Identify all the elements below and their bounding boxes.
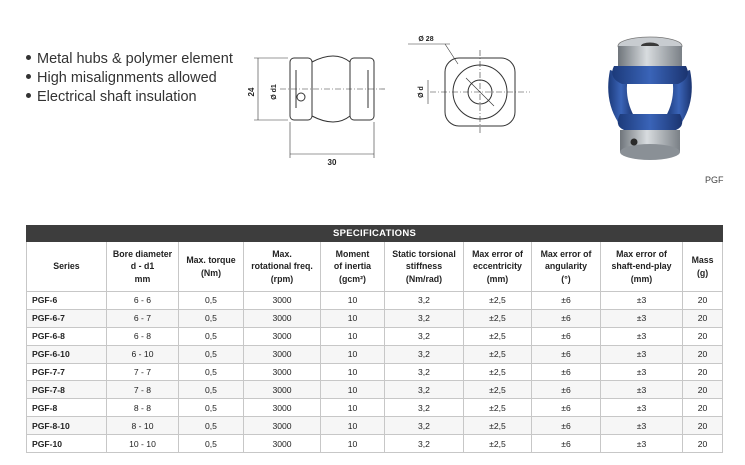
- column-header-text: (g): [696, 267, 709, 278]
- table-cell: 8 - 10: [107, 417, 179, 435]
- table-cell: ±6: [532, 292, 601, 310]
- table-cell: ±2,5: [464, 363, 532, 381]
- column-header-text: (mm): [486, 273, 509, 284]
- column-header: [385, 242, 464, 292]
- table-cell: ±2,5: [464, 292, 532, 310]
- table-cell: 8 - 8: [107, 399, 179, 417]
- table-cell: ±6: [532, 435, 601, 453]
- table-row: [27, 435, 723, 453]
- column-header-text: mm: [134, 273, 151, 284]
- specifications-table: [26, 225, 723, 453]
- table-cell: 0,5: [179, 435, 244, 453]
- dim-outer-label: Ø 28: [418, 36, 434, 43]
- table-cell: ±3: [601, 292, 683, 310]
- column-header-text: Series: [53, 261, 80, 272]
- table-cell: 0,5: [179, 292, 244, 310]
- table-row: [27, 381, 723, 399]
- table-cell: 3000: [244, 292, 321, 310]
- table-row: [27, 417, 723, 435]
- column-header-text: of inertia: [333, 261, 372, 272]
- table-cell: ±6: [532, 345, 601, 363]
- feature-text: Electrical shaft insulation: [37, 89, 197, 105]
- series-cell: PGF-6-7: [27, 309, 107, 327]
- table-cell: 3000: [244, 399, 321, 417]
- table-cell: 10: [321, 435, 385, 453]
- side-view-drawing: [254, 56, 385, 158]
- coupling-photo: [590, 30, 710, 165]
- feature-item: [24, 69, 233, 88]
- table-cell: ±2,5: [464, 399, 532, 417]
- table-cell: 0,5: [179, 381, 244, 399]
- column-header-text: (rpm): [270, 273, 294, 284]
- table-cell: 20: [683, 309, 723, 327]
- series-cell: PGF-6: [27, 292, 107, 310]
- table-cell: 20: [683, 345, 723, 363]
- table-row: [27, 399, 723, 417]
- table-cell: ±3: [601, 363, 683, 381]
- column-header-text: d - d1: [130, 261, 155, 272]
- table-cell: 0,5: [179, 417, 244, 435]
- column-header-text: Moment: [335, 248, 370, 259]
- table-cell: 20: [683, 363, 723, 381]
- series-cell: PGF-8: [27, 399, 107, 417]
- table-cell: ±2,5: [464, 381, 532, 399]
- column-header: [601, 242, 683, 292]
- front-view-drawing: [408, 44, 530, 135]
- coupling-body: [608, 37, 692, 160]
- dim-d1-label: Ø d1: [271, 84, 278, 100]
- column-header-text: Max error of: [472, 248, 523, 259]
- bullet-icon: [26, 74, 31, 79]
- table-cell: 0,5: [179, 399, 244, 417]
- column-header-text: Max.: [272, 248, 292, 259]
- table-cell: 6 - 8: [107, 327, 179, 345]
- table-cell: 3000: [244, 309, 321, 327]
- table-cell: 20: [683, 399, 723, 417]
- series-cell: PGF-6-8: [27, 327, 107, 345]
- table-cell: 0,5: [179, 327, 244, 345]
- table-cell: 20: [683, 417, 723, 435]
- table-cell: ±2,5: [464, 309, 532, 327]
- table-cell: ±3: [601, 345, 683, 363]
- table-row: [27, 292, 723, 310]
- table-cell: ±2,5: [464, 435, 532, 453]
- column-header-text: Max error of: [616, 248, 667, 259]
- feature-text: High misalignments allowed: [37, 70, 217, 86]
- table-cell: ±6: [532, 363, 601, 381]
- column-header: [464, 242, 532, 292]
- column-header-text: angularity: [544, 261, 588, 272]
- series-cell: PGF-8-10: [27, 417, 107, 435]
- table-row: [27, 345, 723, 363]
- column-header: [27, 242, 107, 292]
- series-cell: PGF-10: [27, 435, 107, 453]
- table-cell: 3,2: [385, 309, 464, 327]
- table-cell: 10: [321, 417, 385, 435]
- table-cell: 10: [321, 292, 385, 310]
- table-body: [27, 292, 723, 453]
- table-cell: 3,2: [385, 417, 464, 435]
- dim-d-label: Ø d: [418, 86, 425, 98]
- column-header-text: Max error of: [540, 248, 592, 259]
- table-cell: ±3: [601, 417, 683, 435]
- table-cell: 3,2: [385, 327, 464, 345]
- series-cell: PGF-7-8: [27, 381, 107, 399]
- table-cell: 0,5: [179, 363, 244, 381]
- table-cell: ±2,5: [464, 345, 532, 363]
- table-cell: 20: [683, 292, 723, 310]
- table-cell: ±6: [532, 309, 601, 327]
- table-cell: 10 - 10: [107, 435, 179, 453]
- column-header-text: Mass: [691, 255, 714, 265]
- table-cell: ±3: [601, 327, 683, 345]
- column-header: [244, 242, 321, 292]
- table-cell: ±2,5: [464, 327, 532, 345]
- table-cell: ±3: [601, 435, 683, 453]
- column-header-text: Max. torque: [186, 255, 236, 265]
- column-header-text: Static torsional: [392, 248, 456, 259]
- table-cell: 3,2: [385, 399, 464, 417]
- series-cell: PGF-6-10: [27, 345, 107, 363]
- table-cell: ±2,5: [464, 417, 532, 435]
- table-cell: 6 - 6: [107, 292, 179, 310]
- table-cell: 0,5: [179, 345, 244, 363]
- feature-item: [24, 88, 233, 107]
- table-cell: ±6: [532, 327, 601, 345]
- column-header: [179, 242, 244, 292]
- series-cell: PGF-7-7: [27, 363, 107, 381]
- dim-height-label: 24: [247, 87, 256, 97]
- table-cell: 10: [321, 363, 385, 381]
- table-cell: 10: [321, 345, 385, 363]
- table-cell: 3000: [244, 435, 321, 453]
- column-header-text: (gcm²): [339, 273, 366, 284]
- table-cell: 3,2: [385, 345, 464, 363]
- table-cell: 20: [683, 381, 723, 399]
- table-cell: 7 - 7: [107, 363, 179, 381]
- table-cell: 10: [321, 327, 385, 345]
- column-header: [683, 242, 723, 292]
- column-header-text: (Nm): [200, 267, 222, 278]
- feature-list: [24, 50, 233, 107]
- table-cell: ±6: [532, 417, 601, 435]
- table-cell: 0,5: [179, 309, 244, 327]
- table-row: [27, 327, 723, 345]
- column-header-text: stiffness: [405, 261, 443, 272]
- table-cell: 3000: [244, 417, 321, 435]
- column-header-text: (°): [561, 273, 571, 284]
- table-cell: 3000: [244, 381, 321, 399]
- dim-length-label: 30: [327, 158, 337, 167]
- column-header-text: Bore diameter: [112, 248, 173, 259]
- table-cell: 3000: [244, 345, 321, 363]
- column-header: [321, 242, 385, 292]
- table-cell: 3,2: [385, 292, 464, 310]
- table-cell: 3,2: [385, 381, 464, 399]
- photo-caption: PGF: [705, 175, 724, 185]
- table-cell: ±3: [601, 381, 683, 399]
- column-header-text: (mm): [630, 273, 653, 284]
- table-cell: 20: [683, 435, 723, 453]
- feature-item: [24, 50, 233, 69]
- column-header-text: rotational freq.: [251, 261, 313, 272]
- table-cell: 6 - 7: [107, 309, 179, 327]
- table-row: [27, 363, 723, 381]
- table-cell: 6 - 10: [107, 345, 179, 363]
- column-header-text: shaft-end-play: [611, 261, 672, 272]
- bullet-icon: [26, 93, 31, 98]
- table-cell: 3000: [244, 327, 321, 345]
- column-header: [107, 242, 179, 292]
- table-row: [27, 309, 723, 327]
- table-cell: 3000: [244, 363, 321, 381]
- table-cell: 10: [321, 309, 385, 327]
- table-banner: SPECIFICATIONS: [27, 226, 723, 242]
- table-cell: 7 - 8: [107, 381, 179, 399]
- table-header-row: [27, 242, 723, 292]
- table-cell: 20: [683, 327, 723, 345]
- table-cell: ±6: [532, 399, 601, 417]
- table-cell: 3,2: [385, 435, 464, 453]
- table-cell: 10: [321, 381, 385, 399]
- table-cell: 10: [321, 399, 385, 417]
- technical-drawing: [240, 30, 540, 170]
- feature-text: Metal hubs & polymer element: [37, 51, 233, 67]
- bullet-icon: [26, 55, 31, 60]
- table-cell: 3,2: [385, 363, 464, 381]
- column-header: [532, 242, 601, 292]
- table-cell: ±3: [601, 309, 683, 327]
- column-header-text: eccentricity: [473, 261, 522, 272]
- column-header-text: (Nm/rad): [405, 273, 443, 284]
- table-cell: ±3: [601, 399, 683, 417]
- table-cell: ±6: [532, 381, 601, 399]
